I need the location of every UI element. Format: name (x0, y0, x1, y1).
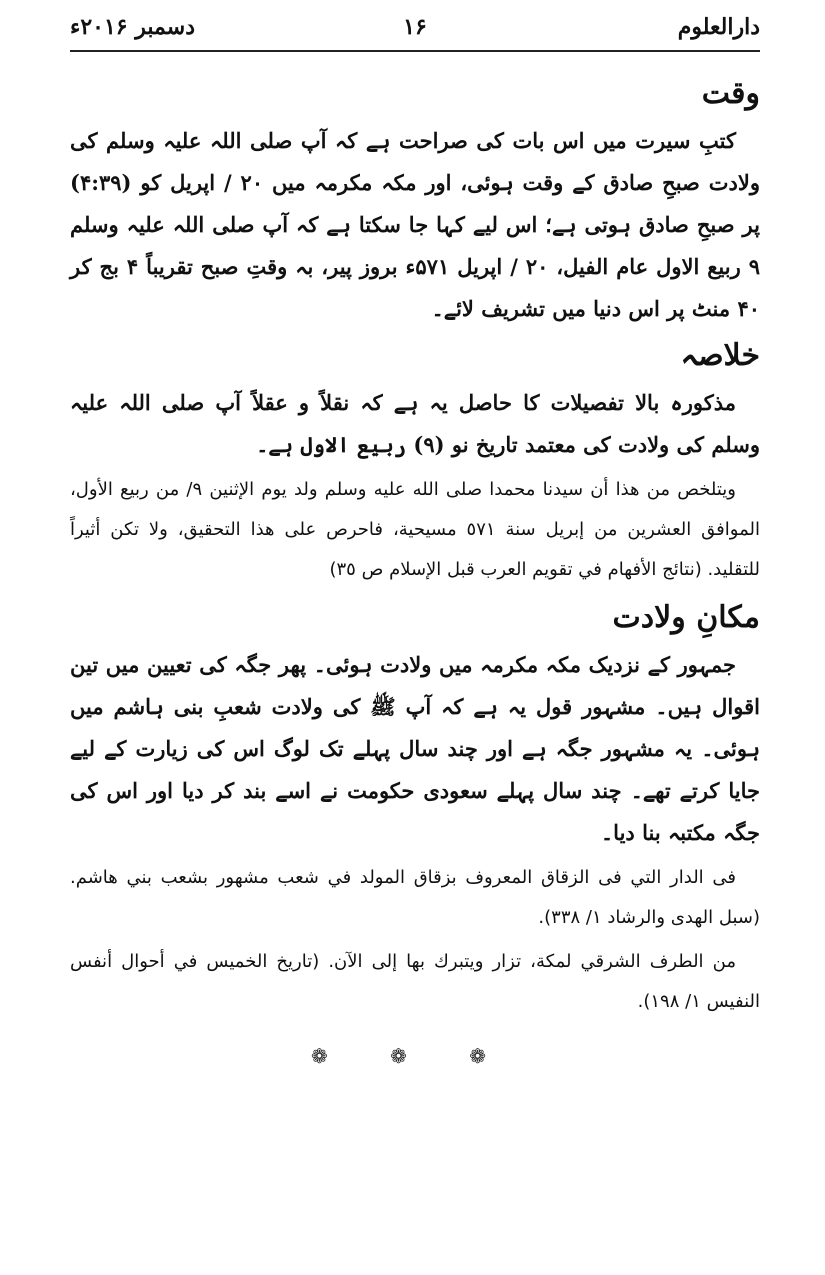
urdu-paragraph-summary: مذکورہ بالا تفصیلات کا حاصل یہ ہے کہ نقلاً و عقلاً آپ صلی اللہ علیہ وسلم کی ولادت کی معتمد تاریخ نو (۹) ربیع الاول ہے۔ (70, 390, 760, 457)
section-heading-time: وقت (701, 76, 760, 111)
section-heading-summary: خلاصہ (680, 338, 760, 373)
running-header (70, 14, 760, 54)
journal-title: دارالعلوم (677, 14, 760, 40)
arabic-quote-birthplace-2: من الطرف الشرقي لمكة، تزار ويتبرك بها إلى الآن. (تاريخ الخميس في أحوال أنفس النفيس ١/ ١٩٨). (70, 951, 760, 1012)
issue-date: دسمبر ۲۰۱۶ء (70, 14, 196, 40)
arabic-quote-summary: ويتلخص من هذا أن سيدنا محمدا صلى الله عليه وسلم ولد يوم الإثنين ٩/ من ربيع الأول، الموافق العشرين من إبريل سنة ٥٧١ مسيحية، فاحرص على هذا التحقيق، ولا تكن أثيراً للتقليد. (نتائج الأفهام في تقويم العرب قبل الإسلام ص ٣٥) (70, 479, 760, 580)
page-number: ۱۶ (403, 14, 427, 40)
arabic-quote-birthplace-1: فى الدار التي فى الزقاق المعروف بزقاق المولد في شعب مشهور بشعب بني هاشم. (سبل الهدى والرشاد ١/ ٣٣٨). (70, 867, 760, 928)
urdu-paragraph-time: کتبِ سیرت میں اس بات کی صراحت ہے کہ آپ صلی اللہ علیہ وسلم کی ولادت صبحِ صادق کے وقت ہوئی، اور مکہ مکرمہ میں ۲۰ / اپریل کو (۴:۳۹) پر صبحِ صادق ہوتی ہے؛ اس لیے کہا جا سکتا ہے کہ آپ صلی اللہ علیہ وسلم ۹ ربیع الاول عام الفیل، ۲۰ / اپریل ۵۷۱ء بروز پیر، بہ وقتِ صبح تقریباً ۴ بج کر ۴۰ منٹ پر اس دنیا میں تشریف لائے۔ (70, 128, 761, 321)
section-heading-birthplace: مکانِ ولادت (612, 600, 760, 635)
header-rule (70, 50, 760, 52)
urdu-paragraph-birthplace: جمہور کے نزدیک مکہ مکرمہ میں ولادت ہوئی۔ پھر جگہ کی تعیین میں تین اقوال ہیں۔ مشہور قول یہ ہے کہ آپ ﷺ کی ولادت شعبِ بنی ہاشم میں ہوئی۔ یہ مشہور جگہ ہے اور چند سال پہلے تک لوگ اس کی زیارت کے لیے جایا کرتے تھے۔ چند سال پہلے سعودی حکومت نے اسے بند کر دیا اور اس کی جگہ مکتبہ بنا دیا۔ (70, 652, 761, 845)
article-body (70, 68, 760, 1024)
end-ornament: ❁ ❁ ❁ (311, 1044, 514, 1068)
